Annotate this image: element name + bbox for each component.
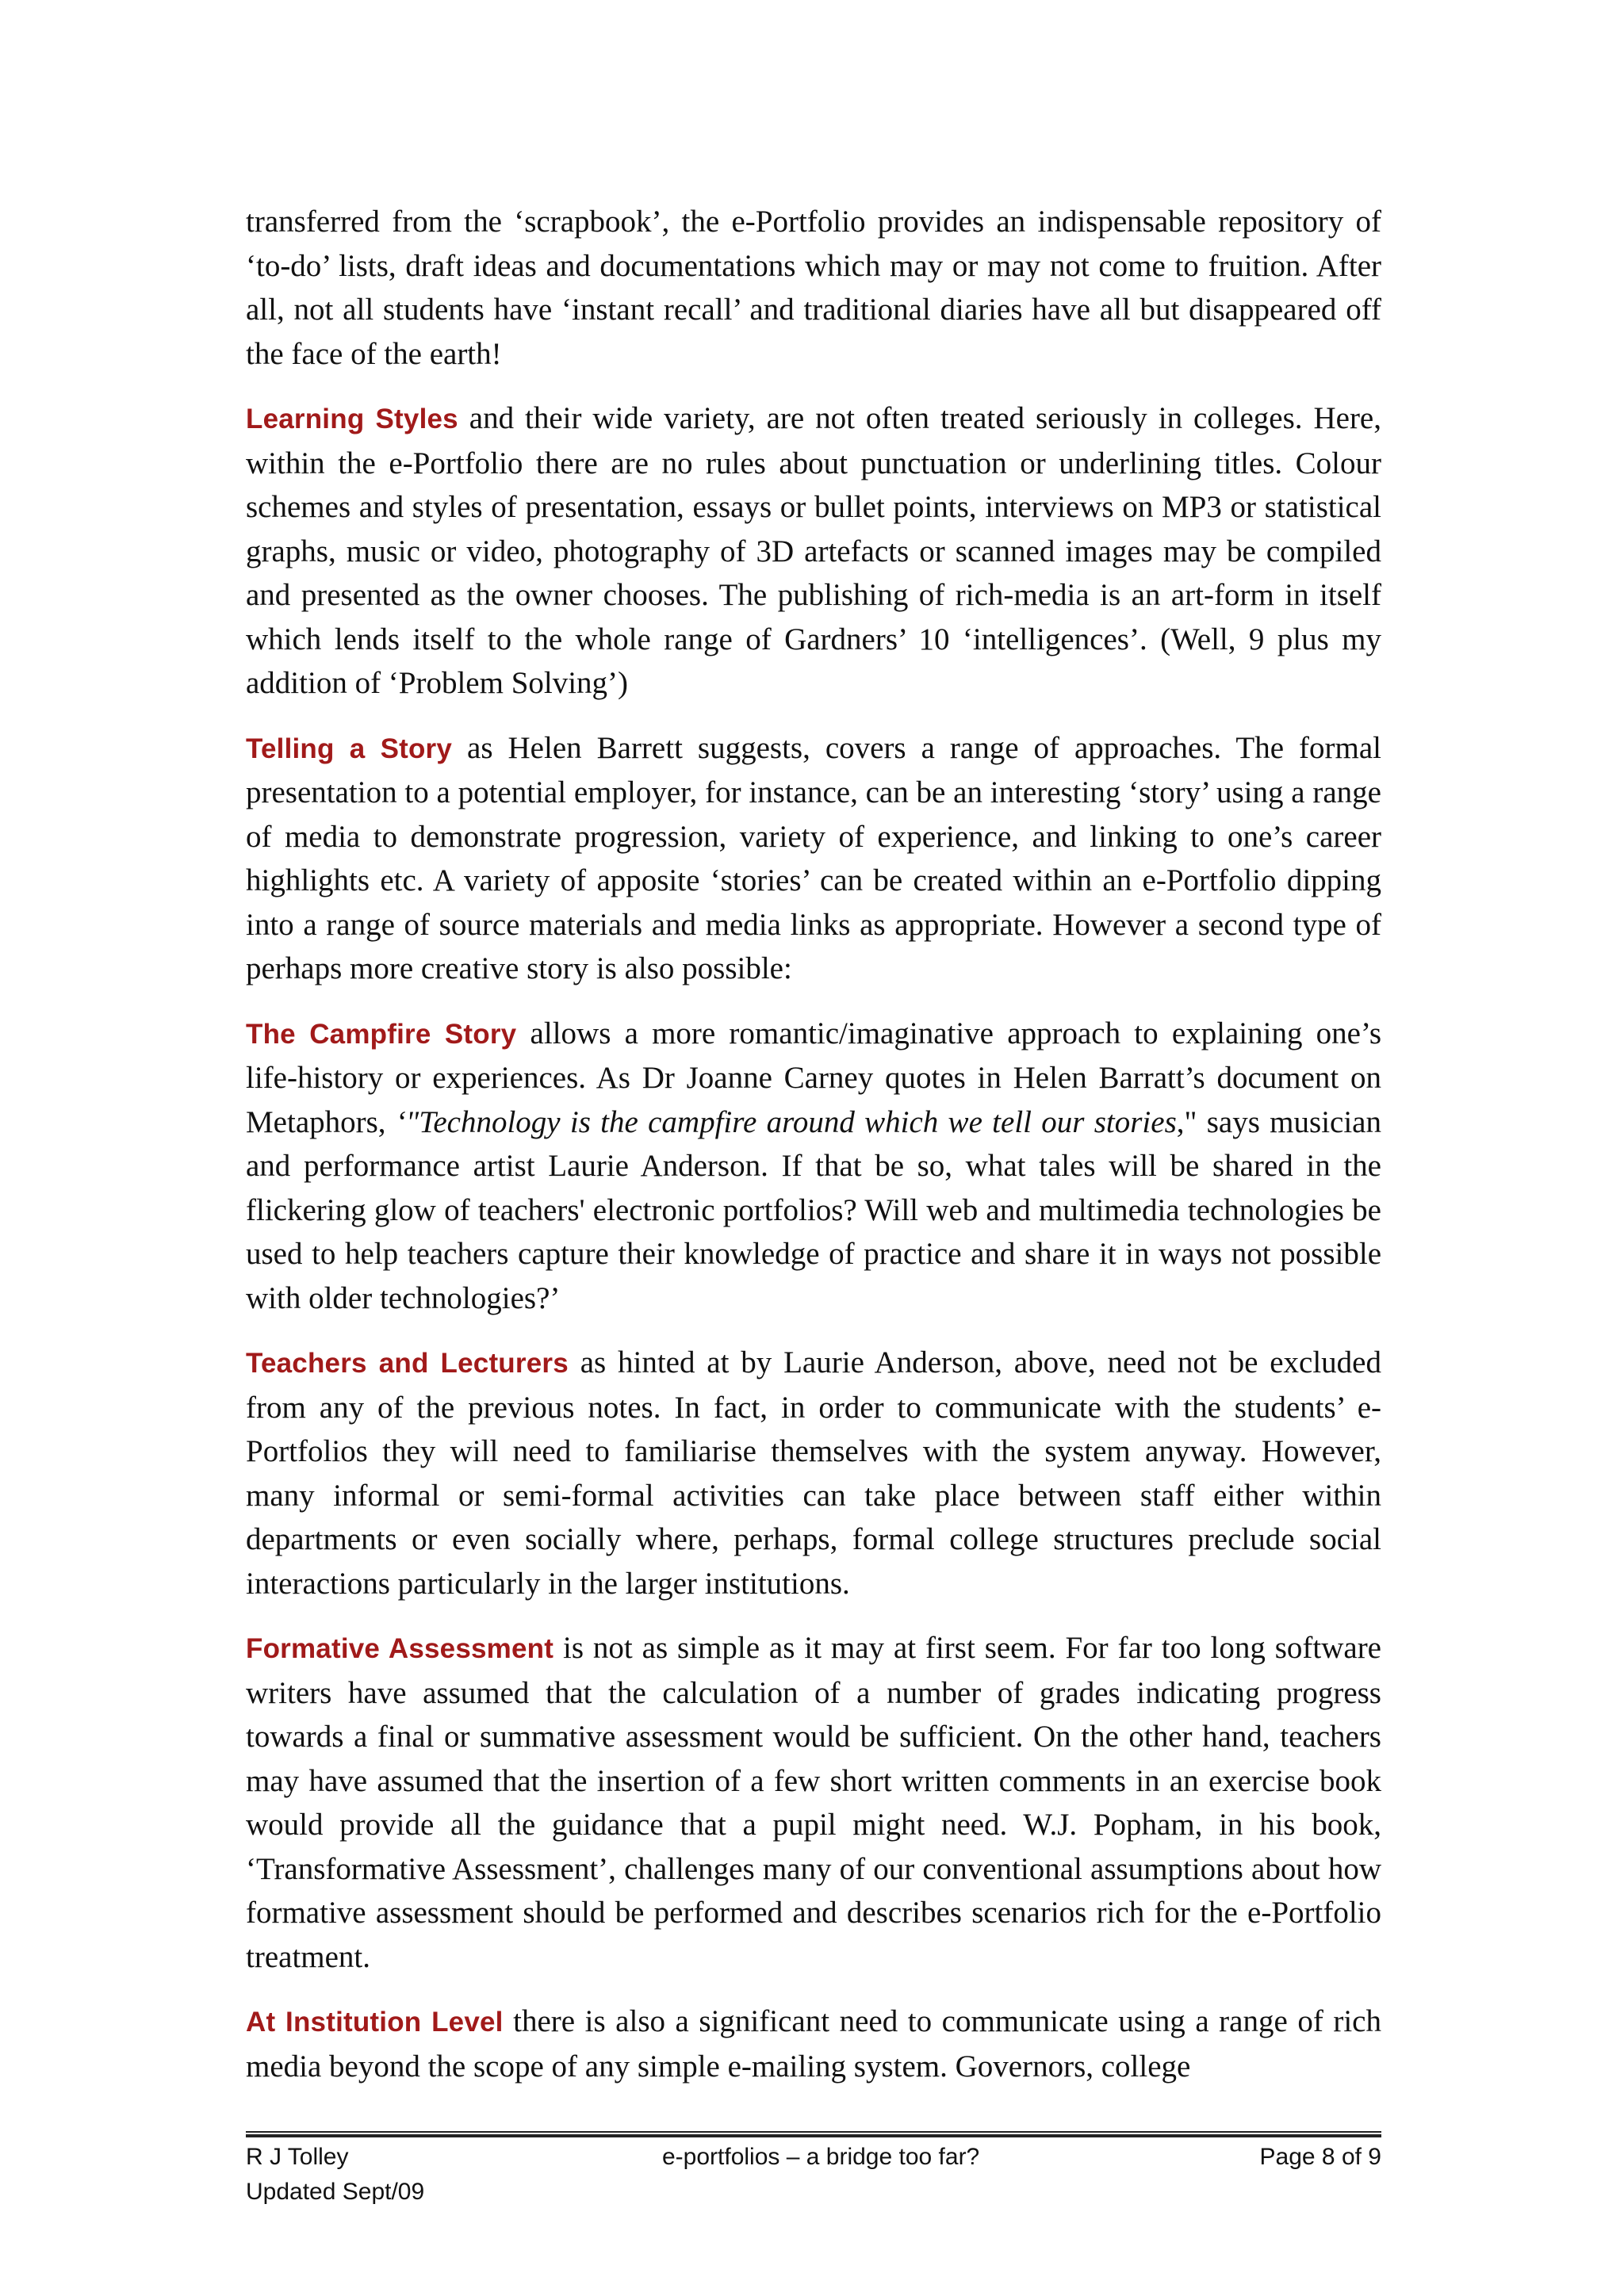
footer-author: R J Tolley: [246, 2144, 349, 2170]
paragraph-text: and their wide variety, are not often treated seriously in colleges. Here, within the e-Portfolio there are no rules about punctuation or underlining titles. Colour schemes and styles of presentation, essays or bullet points, interviews on MP3 or statistical graphs, music or video, photography of 3D artefacts or scanned images may be compiled and presented as the owner chooses. The publishing of rich-media is an art-form in itself which lends itself to the whole range of Gardners’ 10 ‘intelligences’. (Well, 9 plus my addition of ‘Problem Solving’): [246, 401, 1381, 700]
paragraph-scrapbook: [246, 200, 1381, 376]
footer-rule-thick: [246, 2134, 1381, 2137]
heading-learning-styles: Learning Styles: [246, 404, 458, 434]
paragraph-text: transferred from the ‘scrapbook’, the e-Portfolio provides an indispensable repository of ‘to-do’ lists, draft ideas and documentations which may or may not come to fruition. After all, not all students have ‘instant recall’ and traditional diaries have all but disappeared off the face of the earth!: [246, 205, 1381, 371]
body-text: [246, 200, 1381, 2109]
paragraph-campfire-story: [246, 1012, 1381, 1321]
heading-telling-a-story: Telling a Story: [246, 733, 453, 764]
paragraph-text: is not as simple as it may at first seem. For far too long software writers have assumed that the calculation of a number of grades indicating progress towards a final or summative assessment would be sufficient. On the other hand, teachers may have assumed that the insertion of a few short written comments in an exercise book would provide all the guidance that a pupil might need. W.J. Popham, in his book, ‘Transformative Assessment’, challenges many of our conventional assumptions about how formative assessment should be performed and describes scenarios rich for the e-Portfolio treatment.: [246, 1631, 1381, 1974]
footer-page-number: Page 8 of 9: [1259, 2144, 1381, 2170]
footer-rule-thin: [246, 2131, 1381, 2133]
footer-document-title: e-portfolios – a bridge too far?: [662, 2144, 980, 2170]
paragraph-text: allows a more romantic/imaginative approach to explaining one’s life-history or experiences. As Dr Joanne Carney quotes in Helen Barratt’s document on Metaphors,: [246, 1016, 1381, 1139]
footer-updated: Updated Sept/09: [246, 2179, 425, 2205]
paragraph-telling-a-story: [246, 726, 1381, 991]
paragraph-text: as hinted at by Laurie Anderson, above, need not be excluded from any of the previous notes. In fact, in order to communicate with the students’ e-Portfolios they will need to familiarise themselves with the system anyway. However, many informal or semi-formal activities can take place between staff either within departments or even socially where, perhaps, formal college structures preclude social interactions particularly in the larger institutions.: [246, 1345, 1381, 1601]
page-footer: [246, 2131, 1381, 2206]
paragraph-text: there is also a significant need to communicate using a range of rich media beyond the scope of any simple e-mailing system. Governors, college: [246, 2004, 1381, 2084]
paragraph-text-continued: ," says musician and performance artist Laurie Anderson. If that be so, what tales will be shared in the flickering glow of teachers' electronic portfolios? Will web and multimedia technologies be used to help teachers capture their knowledge of practice and share it in ways not possible with older technologies?’: [246, 1104, 1381, 1315]
paragraph-formative-assessment: [246, 1626, 1381, 1979]
heading-institution-level: At Institution Level: [246, 2007, 504, 2038]
paragraph-learning-styles: [246, 396, 1381, 706]
heading-campfire-story: The Campfire Story: [246, 1018, 517, 1050]
paragraph-text: as Helen Barrett suggests, covers a range of approaches. The formal presentation to a potential employer, for instance, can be an interesting ‘story’ using a range of media to demonstrate progression, variety of experience, and linking to one’s career highlights etc. A variety of apposite ‘stories’ can be created within an e-Portfolio dipping into a range of source materials and media links as appropriate. However a second type of perhaps more creative story is also possible:: [246, 730, 1381, 985]
footer-row: [246, 2144, 1381, 2175]
italic-quote: ‘"Technology is the campfire around which we tell our stories: [395, 1104, 1177, 1139]
heading-formative-assessment: Formative Assessment: [246, 1633, 554, 1664]
paragraph-teachers-lecturers: [246, 1341, 1381, 1605]
heading-teachers-lecturers: Teachers and Lecturers: [246, 1348, 569, 1379]
paragraph-institution-level: [246, 1999, 1381, 2088]
